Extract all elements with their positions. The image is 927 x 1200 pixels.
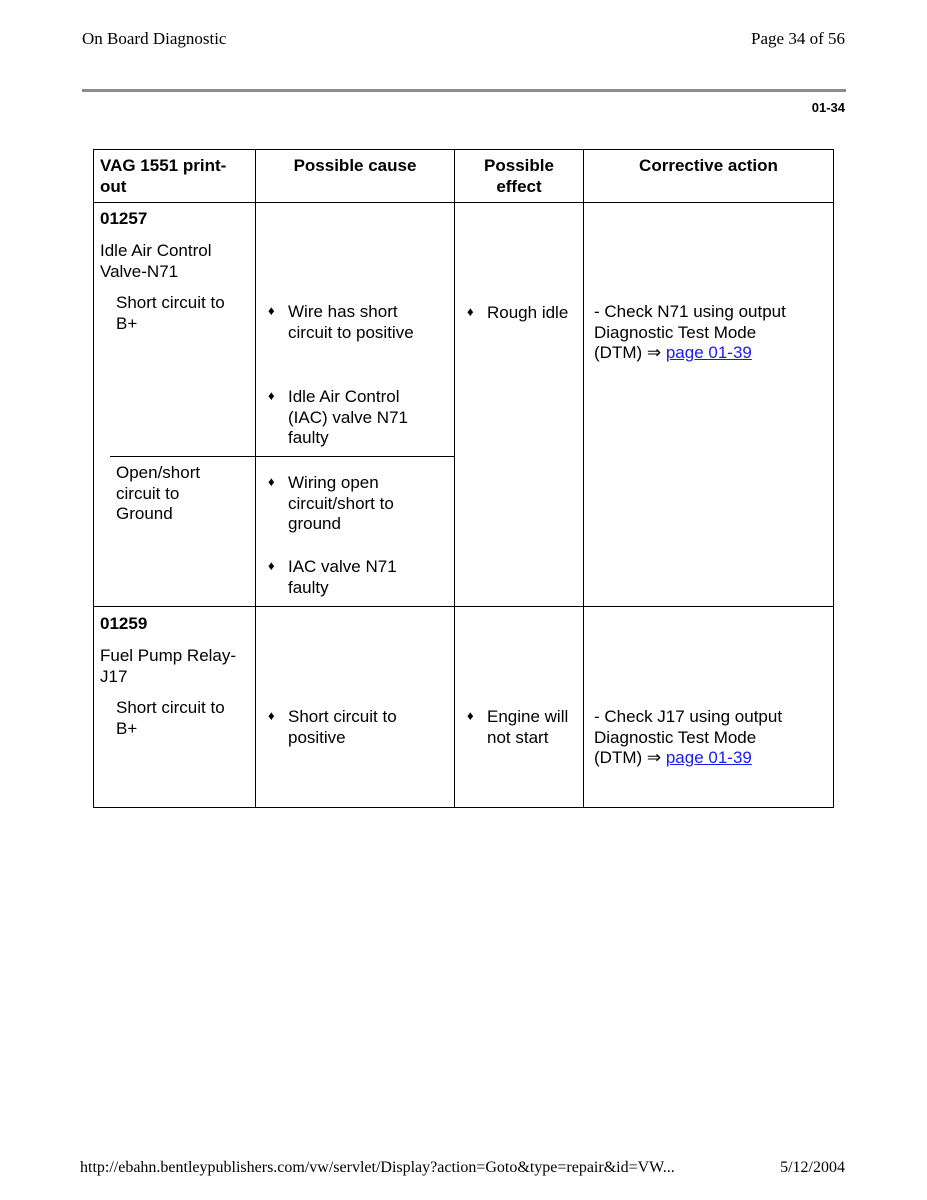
fault-code: 01257 [100, 209, 148, 228]
diamond-bullet-icon: ♦ [268, 558, 275, 573]
footer-url: http://ebahn.bentleypublishers.com/vw/servlet/Display?action=Goto&type=repair&id=VW... [80, 1159, 675, 1176]
diamond-bullet-icon: ♦ [268, 708, 275, 723]
possible-cause: Short circuit to positive [288, 707, 397, 747]
possible-effect: Rough idle [487, 303, 569, 322]
fault-code: 01259 [100, 614, 148, 633]
corrective-action-text: - Check N71 using output Diagnostic Test Mode (DTM) ⇒ [594, 302, 786, 362]
column-divider-3 [583, 149, 584, 808]
diamond-bullet-icon: ♦ [467, 708, 474, 723]
document-title: On Board Diagnostic [82, 29, 227, 48]
page-link[interactable]: page 01-39 [665, 748, 752, 767]
possible-effect: Engine will not start [487, 707, 569, 747]
corrective-action-text: - Check J17 using output Diagnostic Test Mode (DTM) ⇒ [594, 707, 783, 767]
table-row-divider [93, 606, 834, 607]
section-page-code: 01-34 [811, 100, 845, 115]
table-header-divider [93, 202, 834, 203]
diamond-bullet-icon: ♦ [268, 303, 275, 318]
column-divider-1 [255, 149, 256, 808]
fault-divider [110, 456, 455, 457]
column-header-action: Corrective action [639, 156, 778, 175]
possible-cause: Wiring open circuit/short to ground [288, 473, 394, 533]
column-header-cause: Possible cause [293, 156, 417, 175]
diamond-bullet-icon: ♦ [268, 474, 275, 489]
table-border-top [93, 149, 834, 150]
diamond-bullet-icon: ♦ [467, 304, 474, 319]
possible-cause: IAC valve N71 faulty [288, 557, 397, 597]
diamond-bullet-icon: ♦ [268, 388, 275, 403]
page-number: Page 34 of 56 [751, 29, 845, 48]
corrective-action [594, 707, 782, 769]
column-header-printout: VAG 1551 print- out [100, 156, 227, 196]
fault-type: Open/short circuit to Ground [116, 463, 201, 523]
fault-type: Short circuit to B+ [116, 293, 225, 333]
table-border-right [833, 149, 834, 808]
table-border-bottom [93, 807, 834, 808]
component-name: Idle Air Control Valve-N71 [100, 241, 212, 281]
possible-cause: Idle Air Control (IAC) valve N71 faulty [288, 387, 408, 447]
fault-type: Short circuit to B+ [116, 698, 225, 738]
component-name: Fuel Pump Relay- J17 [100, 646, 237, 686]
column-header-effect: Possible effect [484, 156, 554, 196]
footer-date: 5/12/2004 [780, 1159, 845, 1176]
column-divider-2 [454, 149, 455, 808]
page-link[interactable]: page 01-39 [665, 343, 752, 362]
table-border-left [93, 149, 94, 808]
corrective-action [594, 302, 786, 364]
possible-cause: Wire has short circuit to positive [288, 302, 414, 342]
